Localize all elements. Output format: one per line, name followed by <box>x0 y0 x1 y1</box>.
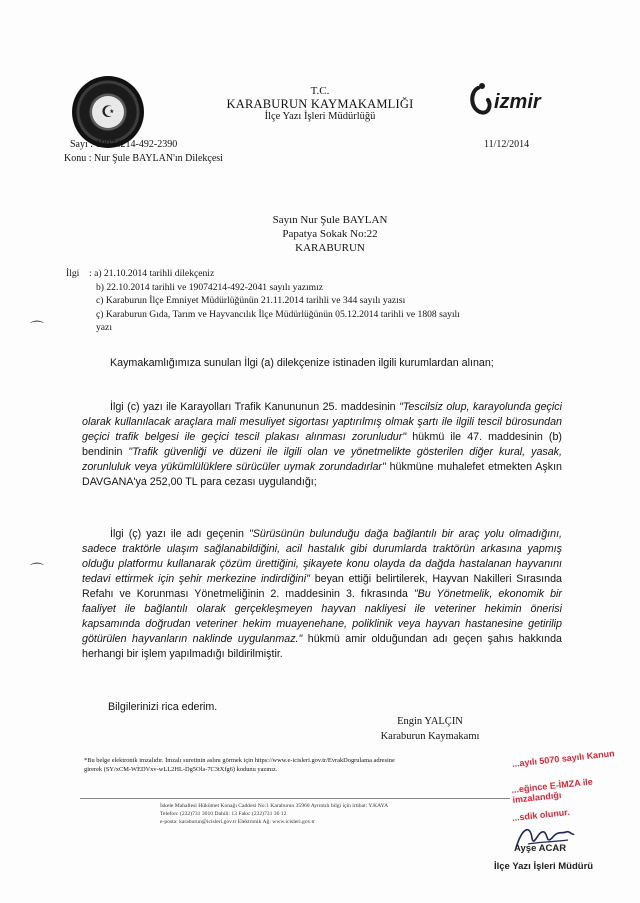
officer-name: Ayşe ACAR <box>514 843 567 854</box>
reference-item: c) Karaburun İlçe Emniyet Müdürlüğünün 21.11.2014 tarihli ve 344 sayılı yazısı <box>96 295 406 306</box>
stamp-line-3: ...sdik olunur. <box>511 806 571 823</box>
footer-address: İskele Mahallesi Hükümet Konağı Caddesi No:1 Karaburun 35960 Ayrıntılı bilgi için irtibat: Y.KAYA <box>160 803 389 809</box>
quote-traffic-law-47: "Trafik güvenliği ve düzeni ile ilgili olan ve yönetmelikte gösterilen diğer kural, yasak, zorunluluk veya yükümlülüklere sürücüler uymak zorundadırlar" <box>82 446 562 473</box>
signatory-name: Engin YALÇIN <box>397 716 463 727</box>
punch-mark-icon: ⌒ <box>30 322 44 337</box>
number-label: Sayı <box>70 139 88 150</box>
stamp-line-1: ...ayılı 5070 sayılı Kanun <box>511 748 616 769</box>
crescent-star-icon: ☪ <box>101 102 116 121</box>
header-tc: T.C. <box>310 85 330 97</box>
header-organization: KARABURUN KAYMAKAMLIĞI <box>226 97 414 111</box>
e-signature-note: *Bu belge elektronik imzalıdır. İmzalı suretinin aslını görmek için https://www.e-icisleri.gov.tr/EvrakDogrulama adresine <box>84 757 395 764</box>
paragraph-intro: Kaymakamlığımıza sunulan İlgi (a) dilekçenize istinaden ilgili kurumlardan alınan; <box>110 357 494 369</box>
header-department: İlçe Yazı İşleri Müdürlüğü <box>264 111 376 122</box>
closing-line: Bilgilerinizi rica ederim. <box>108 701 218 713</box>
logo-text: izmir <box>494 91 541 113</box>
subject-value: : Nur Şule BAYLAN'ın Dilekçesi <box>88 153 223 164</box>
verification-code: girerek (SY/xCM-WEDVxv-wLL2HL-Dg5Ola-7C3tXfg6) kodunu yazınız. <box>84 766 278 773</box>
izmir-logo <box>468 78 558 128</box>
reference-item: İlgi : a) 21.10.2014 tarihli dilekçeniz <box>66 268 215 279</box>
reference-item: ç) Karaburun Gıda, Tarım ve Hayvancılık İlçe Müdürlüğünün 05.12.2014 tarihli ve 1808 sayılı <box>96 308 460 320</box>
number-value: : 19074214-492-2390 <box>90 139 178 150</box>
references-label: İlgi <box>66 268 80 279</box>
officer-title: İlçe Yazı İşleri Müdürü <box>494 861 594 872</box>
quote-traffic-law-25: "Tescilsiz olup, karayolunda geçici olarak kullanılacak araçlara mali mesuliyet sigortası yaptırılmış olmak şartı ile ilgili tescil bürosundan geçici trafik belgesi ile geçici tescil plakası alınması zorunludur" <box>82 401 562 443</box>
paragraph-animal-transport: İlgi (ç) yazı ile adı geçenin "Sürüsünün bulunduğu dağa bağlantılı bir araç yolu olmadığını, sadece traktörle ulaşım sağlanabildiğini, acil hastalık gibi durumlarda traktörün arkasına yapmış olduğu platformu kullanarak çözüm ürettiğini, şikayete konu olayda da dağda hastalanan hayvanını tedavi ettirmek için şehir merkezine indirdiğini" beyan ettiği belirtilerek, Hayvan Nakilleri Sırasında Refahı ve Korunması Yönetmeliğinin 2. maddesinin 3. fıkrasında "Bu Yönetmelik, ekonomik bir faaliyet ile bağlantılı olarak gerçekleşmeyen hayvan nakliyesi ile veteriner hekimin önerisi kapsamında doğrudan veteriner hekim muayenehane, poliklinik veya hayvan hastanesine getirilip götürülen hayvanların naklinde uygulanmaz." hükmü amir olduğundan adı geçen şahıs hakkında herhangi bir işlem yapılmadığı bildirilmiştir. <box>82 528 563 660</box>
signatory-title: Karaburun Kaymakamı <box>380 731 480 742</box>
reference-item: yazı <box>96 322 112 333</box>
footer-phone: Telefon: (232)731 3010 Dahili: 13 Faks: (232)731 36 12 <box>160 811 287 817</box>
subject-label: Konu <box>64 153 87 164</box>
document-number <box>70 139 177 150</box>
footer-email: e-posta: karaburun@icisleri.gov.tr Elektronik Ağ: www.icisleri.gov.tr <box>160 819 315 825</box>
quote-statement: "Sürüsünün bulunduğu dağa bağlantılı bir araç yolu olmadığını, sadece traktörle ulaşım sağlanabildiğini, acil hastalık gibi durumlarda traktörün arkasına yapmış olduğu platformu kullanarak çözüm ürettiğini, şikayete konu olayda da dağda hastalanan hayvanını tedavi ettirmek için şehir merkezine indirdiğini" <box>82 528 563 585</box>
recipient-city: KARABURUN <box>295 242 365 254</box>
recipient-name: Sayın Nur Şule BAYLAN <box>272 214 388 226</box>
punch-mark-icon: ⌒ <box>30 564 44 579</box>
reference-item: b) 22.10.2014 tarihli ve 19074214-492-2041 sayılı yazımız <box>96 281 324 293</box>
references-block <box>66 267 546 335</box>
paragraph-traffic: İlgi (c) yazı ile Karayolları Trafik Kanununun 25. maddesinin "Tescilsiz olup, karayolunda geçici olarak kullanılacak araçlara mali mesuliyet sigortası yaptırılmış olmak şartı ile ilgili tescil bürosundan geçici trafik belgesi ile geçici tescil plakası alınması zorunludur" hükmü ile 47. maddesinin (b) bendinin "Trafik güvenliği ve düzeni ile ilgili olan ve yönetmelikte gösterilen diğer kural, yasak, zorunluluk veya yükümlülüklere sürücüler uymak zorundadırlar" hükmüne muhalefet etmekten Aşkın DAVGANA'ya 252,00 TL para cezası uygulandığı; <box>82 401 562 488</box>
recipient-street: Papatya Sokak No:22 <box>282 228 378 240</box>
document-subject <box>64 153 223 164</box>
stamp-line-2: ...eğince E-İMZA ile imzalandığı <box>510 776 594 805</box>
quote-regulation: "Bu Yönetmelik, ekonomik bir faaliyet ile bağlantılı olarak gerçekleşmeyen hayvan nakliyesi ile veteriner hekimin önerisi kapsamında doğrudan veteriner hekim muayenehane, poliklinik veya hayvan hastanesine getirilip götürülen hayvanların naklinde uygulanmaz." <box>82 588 562 645</box>
footer-divider <box>80 798 510 799</box>
document-date: 11/12/2014 <box>484 139 530 150</box>
